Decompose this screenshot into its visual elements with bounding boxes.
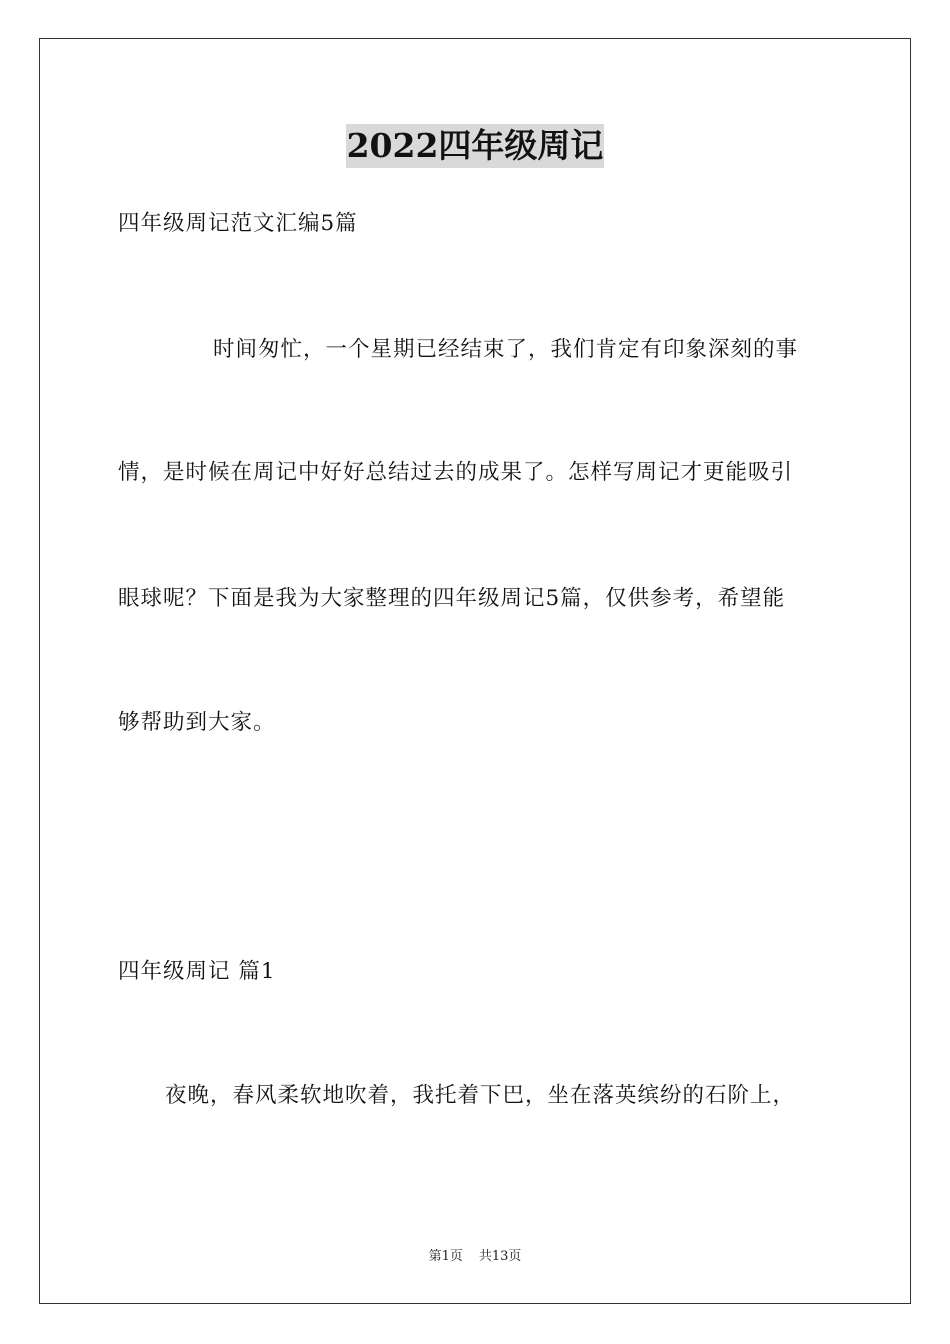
intro-line-3: 眼球呢？下面是我为大家整理的四年级周记5篇，仅供参考，希望能 [118, 586, 786, 611]
intro-line-2: 情，是时候在周记中好好总结过去的成果了。怎样写周记才更能吸引 [118, 460, 794, 485]
intro-line-4: 够帮助到大家。 [118, 710, 276, 735]
page-number-total: 共13页 [478, 1249, 522, 1264]
section-heading: 四年级周记 篇1 [118, 959, 276, 984]
page-number-current: 第1页 [428, 1249, 463, 1264]
intro-line-1: 时间匆忙，一个星期已经结束了，我们肯定有印象深刻的事 [213, 337, 799, 362]
document-title: 2022四年级周记 [346, 124, 605, 168]
section-body-line-1: 夜晚，春风柔软地吹着，我托着下巴，坐在落英缤纷的石阶上， [165, 1083, 796, 1108]
page-footer [0, 1248, 950, 1266]
document-subtitle: 四年级周记范文汇编5篇 [118, 211, 358, 236]
title-container [0, 124, 950, 168]
